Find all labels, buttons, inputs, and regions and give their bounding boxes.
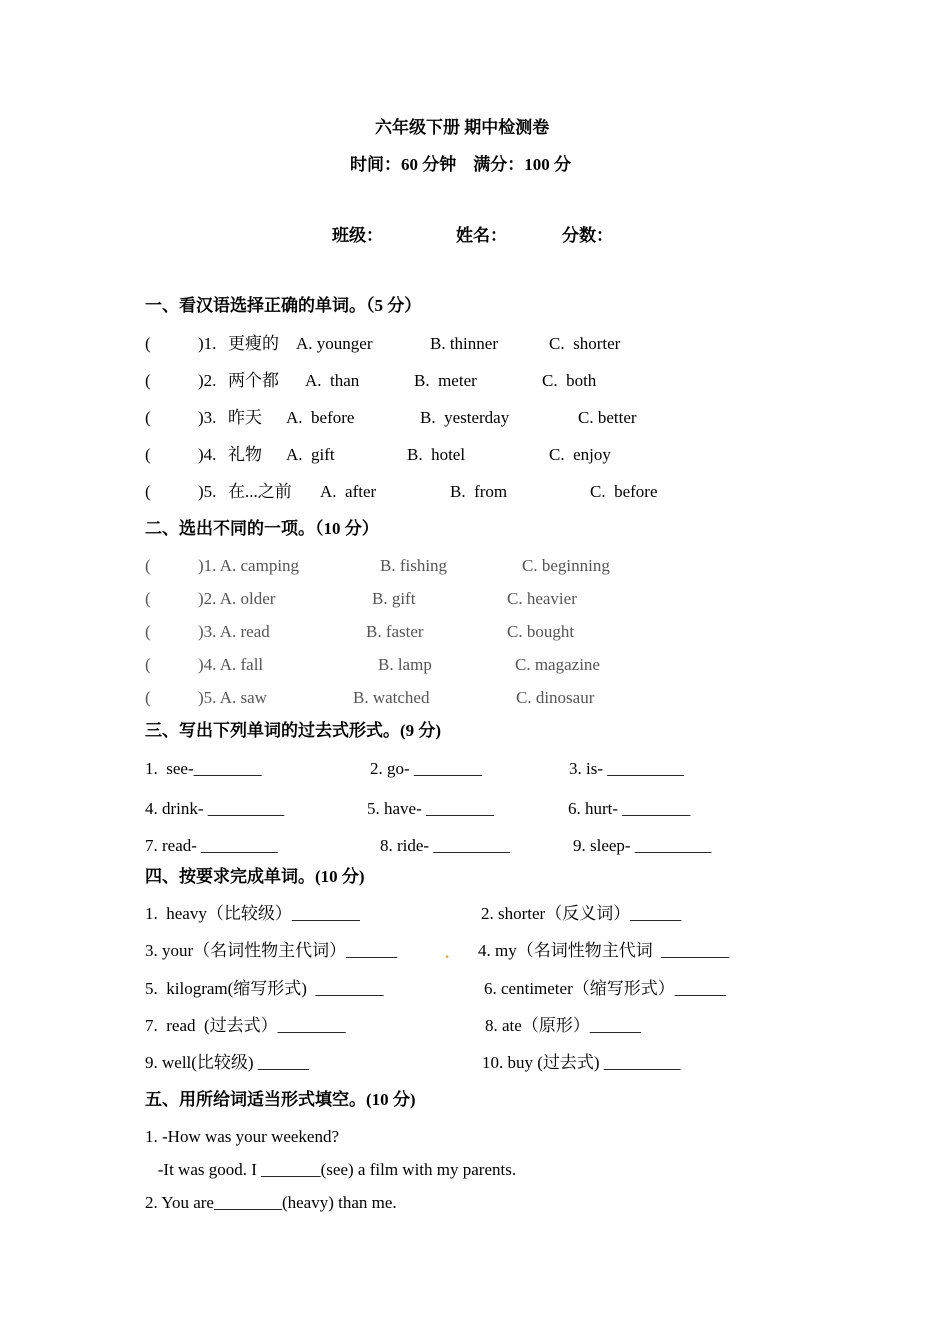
option-b: B. gift: [372, 589, 416, 608]
fill-item: 6. hurt- ________: [568, 799, 691, 818]
fill-item: 1. see-________: [145, 759, 262, 778]
option-b: B. meter: [414, 371, 477, 390]
option-a: )1. A. camping: [198, 556, 300, 575]
answer-paren: (: [145, 655, 151, 674]
option-b: B. yesterday: [420, 408, 510, 427]
option-c: C. dinosaur: [516, 688, 595, 707]
option-a: A. before: [286, 408, 355, 427]
answer-paren: (: [145, 334, 151, 353]
fill-item: 3. is- _________: [569, 759, 684, 778]
answer-paren: (: [145, 445, 151, 464]
option-b: B. from: [450, 482, 508, 501]
option-a: A. gift: [286, 445, 335, 464]
sentence-line: -It was good. I _______(see) a film with my parents.: [145, 1160, 517, 1179]
fill-item: 1. heavy（比较级）________: [145, 904, 360, 923]
question-number: )2.: [198, 371, 217, 390]
fill-item: 8. ride- _________: [380, 836, 510, 855]
answer-paren: (: [145, 688, 151, 707]
answer-paren: (: [145, 622, 151, 641]
option-c: C. better: [578, 408, 637, 427]
fill-item: 10. buy (过去式) _________: [482, 1053, 681, 1072]
fill-item: 4. drink- _________: [145, 799, 285, 818]
option-c: C. beginning: [522, 556, 610, 575]
answer-paren: (: [145, 556, 151, 575]
option-c: C. enjoy: [549, 445, 611, 464]
section2-heading: 二、选出不同的一项。（10 分）: [145, 519, 379, 538]
fill-item: 7. read (过去式）________: [145, 1016, 346, 1035]
fill-item: 5. kilogram(缩写形式) ________: [145, 979, 384, 998]
option-a: )5. A. saw: [198, 688, 267, 707]
fill-item: 8. ate（原形）______: [485, 1016, 641, 1035]
option-c: C. both: [542, 371, 597, 390]
fill-item: 2. go- ________: [370, 759, 482, 778]
option-b: B. hotel: [407, 445, 466, 464]
section4-heading: 四、按要求完成单词。(10 分): [145, 867, 365, 886]
option-a: A. than: [305, 371, 360, 390]
fill-item: 7. read- _________: [145, 836, 278, 855]
question-number: )1.: [198, 334, 217, 353]
stray-dot: .: [445, 943, 450, 962]
fill-item: 9. well(比较级) ______: [145, 1053, 309, 1072]
fill-item: 2. shorter（反义词）______: [481, 904, 682, 923]
fill-item: 3. your（名词性物主代词）______: [145, 941, 398, 960]
option-b: B. watched: [353, 688, 430, 707]
section5-heading: 五、用所给词适当形式填空。(10 分): [145, 1090, 416, 1109]
option-a: A. after: [320, 482, 377, 501]
chinese-word: 在...之前: [228, 482, 292, 501]
answer-paren: (: [145, 589, 151, 608]
question-number: )3.: [198, 408, 217, 427]
answer-paren: (: [145, 408, 151, 427]
option-a: A. younger: [296, 334, 373, 353]
fill-item: 9. sleep- _________: [573, 836, 712, 855]
time-score-line: 时间：60 分钟 满分：100 分: [350, 155, 571, 174]
fill-item: 6. centimeter（缩写形式）______: [484, 979, 726, 998]
sentence-line: 1. -How was your weekend?: [145, 1127, 340, 1146]
class-label: 班级：: [332, 226, 383, 245]
option-a: )3. A. read: [198, 622, 270, 641]
score-label: 分数：: [562, 226, 613, 245]
sentence-line: 2. You are________(heavy) than me.: [145, 1193, 397, 1212]
answer-paren: (: [145, 482, 151, 501]
name-label: 姓名：: [456, 226, 507, 245]
option-b: B. thinner: [430, 334, 498, 353]
option-c: C. before: [590, 482, 658, 501]
chinese-word: 礼物: [228, 445, 262, 464]
chinese-word: 更瘦的: [228, 334, 279, 353]
option-c: C. shorter: [549, 334, 621, 353]
question-number: )5.: [198, 482, 217, 501]
option-b: B. fishing: [380, 556, 448, 575]
question-number: )4.: [198, 445, 217, 464]
section1-heading: 一、看汉语选择正确的单词。（5 分）: [145, 296, 422, 315]
option-a: )4. A. fall: [198, 655, 264, 674]
option-c: C. heavier: [507, 589, 577, 608]
answer-paren: (: [145, 371, 151, 390]
option-c: C. bought: [507, 622, 575, 641]
chinese-word: 昨天: [228, 408, 262, 427]
chinese-word: 两个都: [228, 371, 279, 390]
page-title: 六年级下册 期中检测卷: [375, 118, 550, 137]
option-a: )2. A. older: [198, 589, 276, 608]
section3-heading: 三、写出下列单词的过去式形式。(9 分): [145, 721, 442, 740]
fill-item: 5. have- ________: [367, 799, 495, 818]
fill-item: 4. my（名词性物主代词 ________: [478, 941, 730, 960]
option-b: B. lamp: [378, 655, 432, 674]
option-c: C. magazine: [515, 655, 600, 674]
option-b: B. faster: [366, 622, 424, 641]
